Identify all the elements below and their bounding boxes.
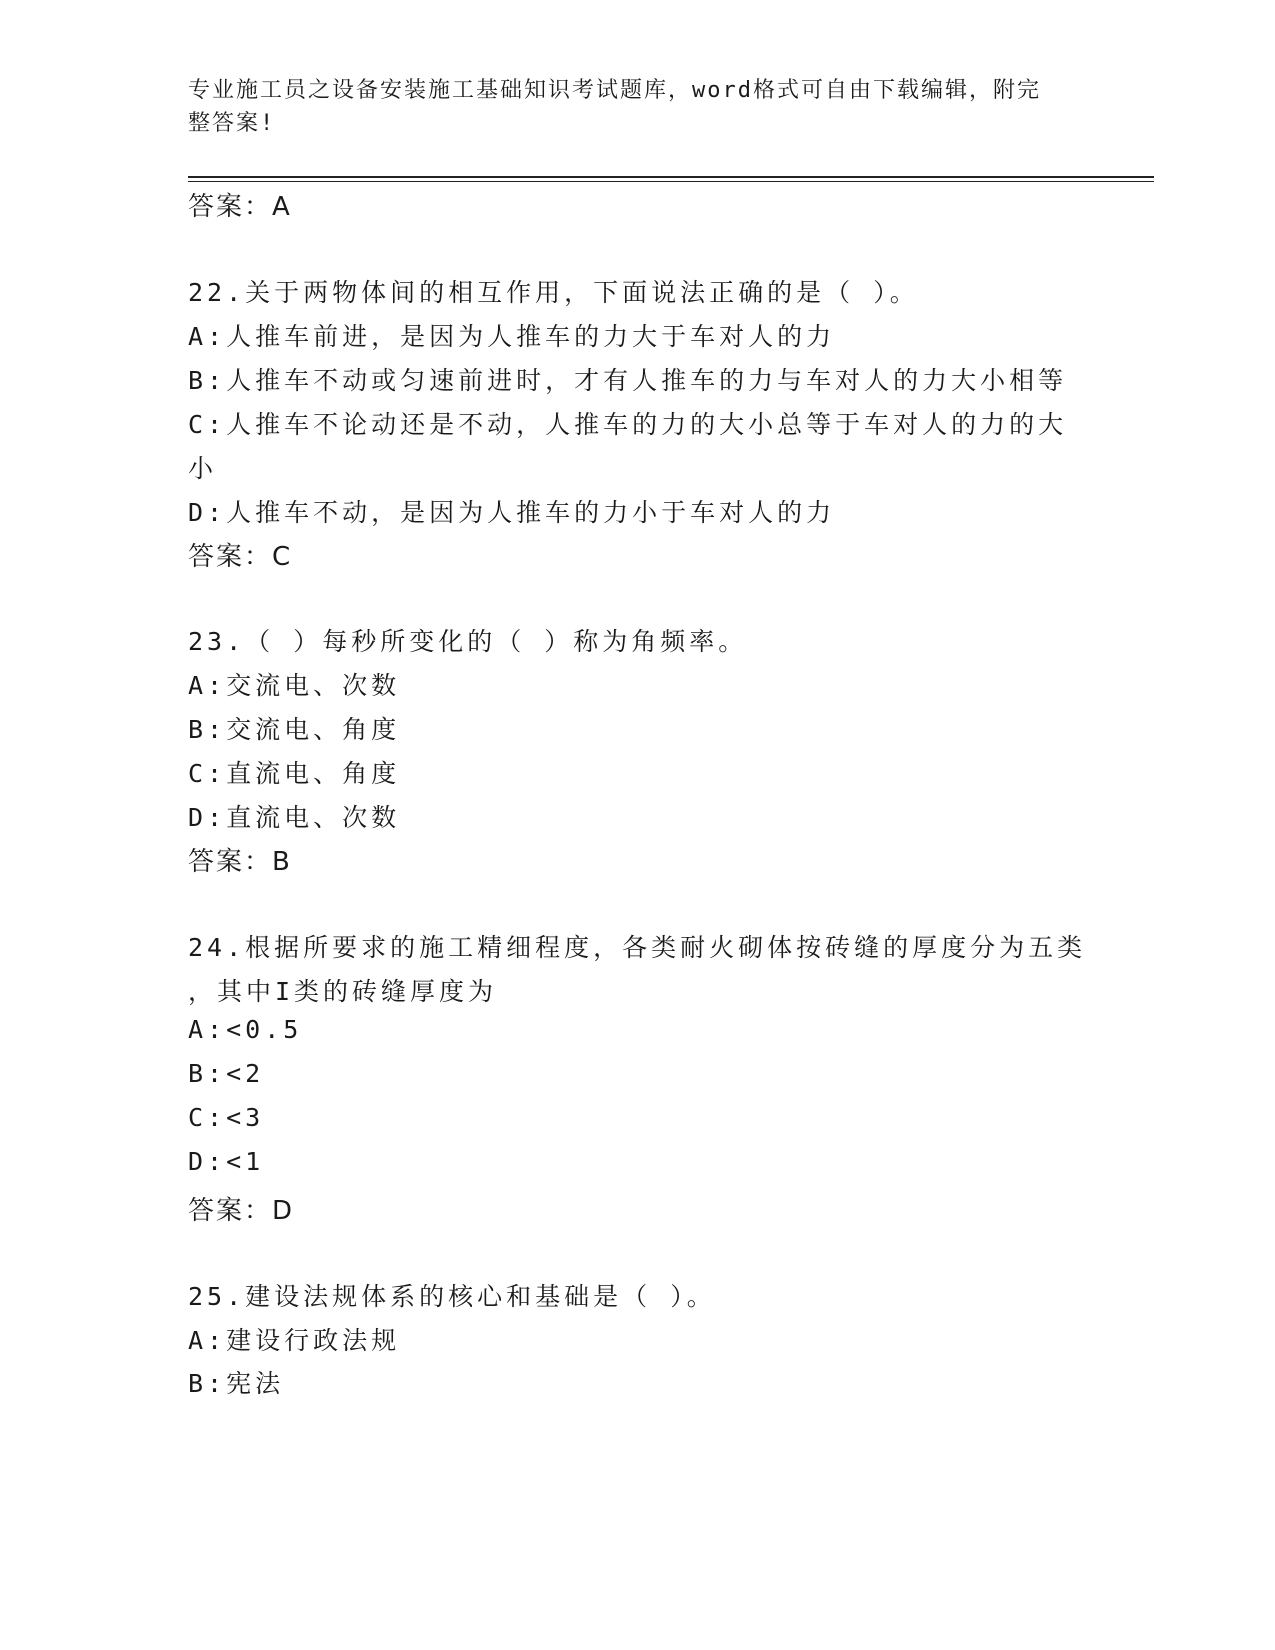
q24-answer: 答案：D (188, 1196, 295, 1226)
q22-option-d: D:人推车不动，是因为人推车的力小于车对人的力 (188, 498, 836, 527)
q25-option-a: A:建设行政法规 (188, 1326, 401, 1355)
q24-option-b: B:<2 (188, 1059, 265, 1088)
q24-option-d: D:<1 (188, 1147, 265, 1176)
header-divider-thin (188, 181, 1154, 182)
header-line-2: 整答案! (188, 111, 276, 136)
q22-option-c-line2: 小 (188, 454, 218, 483)
q23-option-b: B:交流电、角度 (188, 715, 401, 744)
answer-21: 答案：A (188, 192, 292, 222)
q23-option-c: C:直流电、角度 (188, 759, 401, 788)
q23-stem: 23.（ ）每秒所变化的（ ）称为角频率。 (188, 627, 748, 656)
q22-stem: 22.关于两物体间的相互作用，下面说法正确的是（ ）。 (188, 278, 919, 307)
q22-option-b: B:人推车不动或匀速前进时，才有人推车的力与车对人的力大小相等 (188, 366, 1068, 395)
q24-stem-line1: 24.根据所要求的施工精细程度，各类耐火砌体按砖缝的厚度分为五类 (188, 933, 1087, 962)
header-line-1: 专业施工员之设备安装施工基础知识考试题库，word格式可自由下载编辑，附完 (188, 78, 1041, 103)
q25-stem: 25.建设法规体系的核心和基础是（ ）。 (188, 1282, 716, 1311)
q24-stem-line2: ，其中I类的砖缝厚度为 (188, 977, 498, 1006)
q23-option-d: D:直流电、次数 (188, 803, 401, 832)
q22-option-c-line1: C:人推车不论动还是不动，人推车的力的大小总等于车对人的力的大 (188, 410, 1068, 439)
q25-option-b: B:宪法 (188, 1369, 285, 1398)
q23-answer: 答案：B (188, 847, 292, 877)
q22-option-a: A:人推车前进，是因为人推车的力大于车对人的力 (188, 322, 836, 351)
q22-answer: 答案：C (188, 542, 293, 572)
q24-option-a: A:<0.5 (188, 1015, 303, 1044)
q24-option-c: C:<3 (188, 1103, 265, 1132)
header-divider-thick (188, 176, 1154, 178)
q23-option-a: A:交流电、次数 (188, 671, 401, 700)
document-header (188, 74, 1068, 140)
